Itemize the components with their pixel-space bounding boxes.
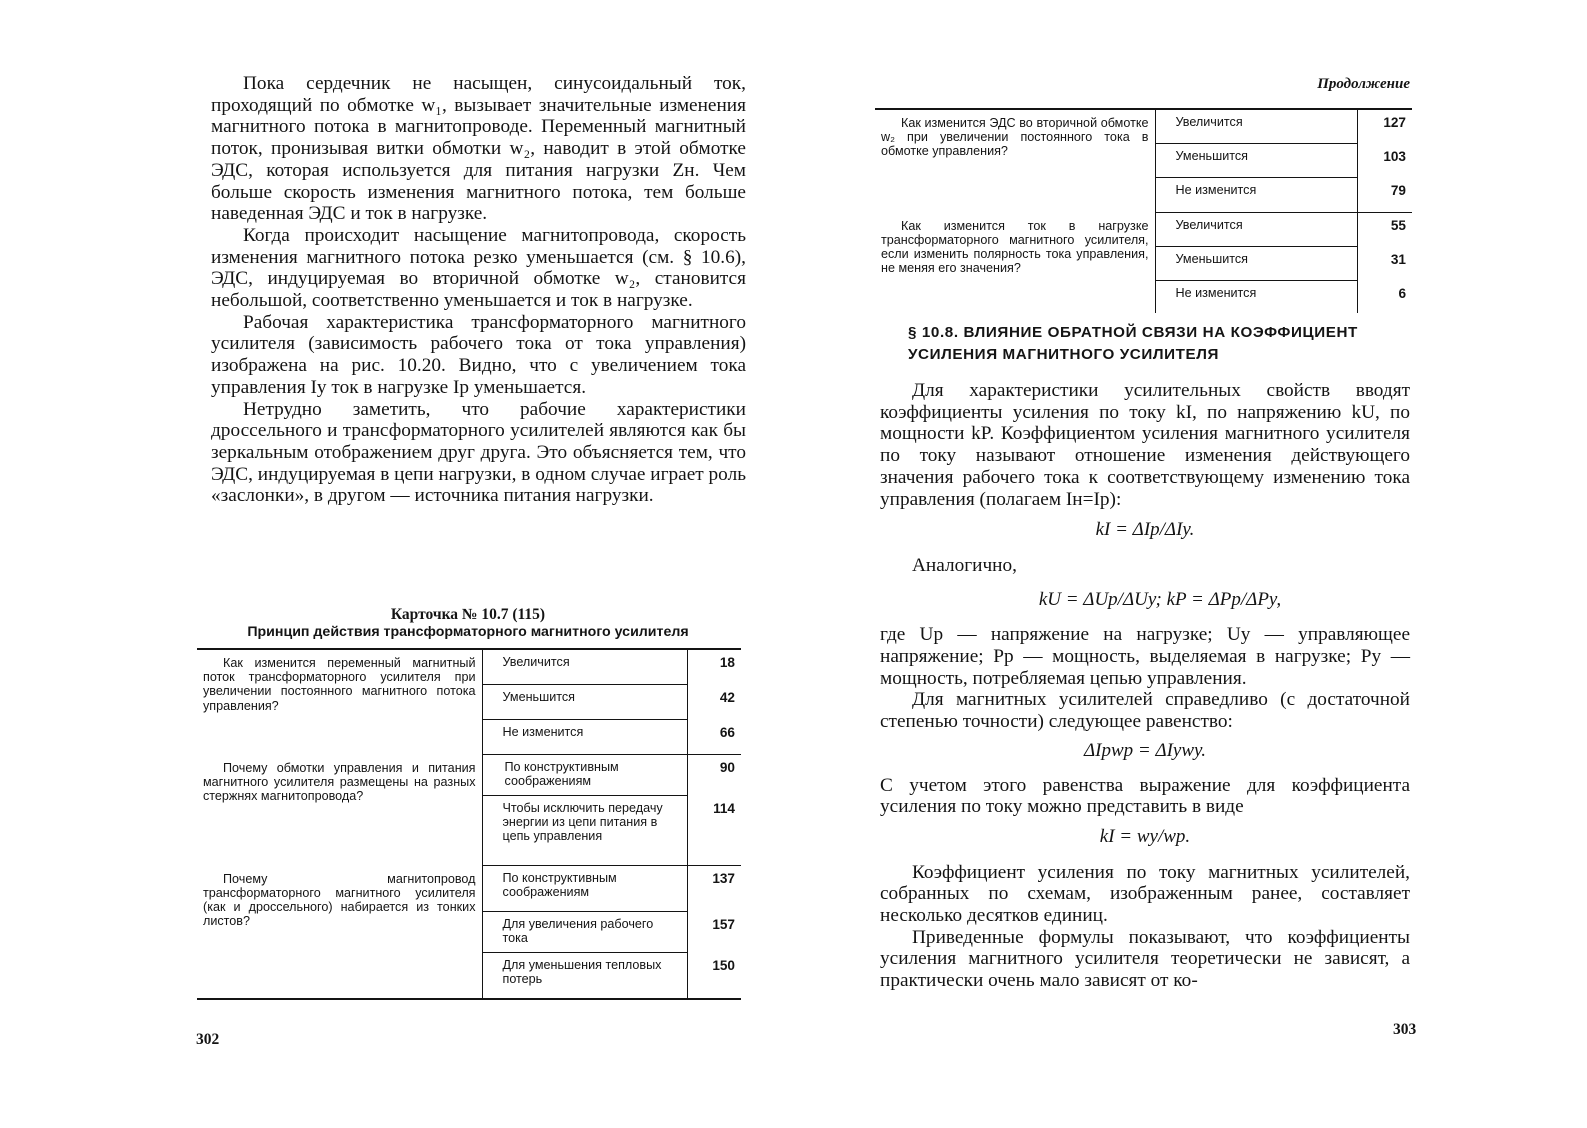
paragraph: Рабочая характеристика трансформаторного магнитного усилителя (зависимость рабочего тока от тока управления) изображена на рис. 10.20. Видно, что с увеличением тока управления Iу ток в нагрузке Iр уменьшается. (211, 311, 746, 398)
step-number: 137 (712, 871, 735, 886)
step-number: 55 (1390, 218, 1406, 233)
paragraph: Коэффициент усиления по току магнитных усилителей, собранных по схемам, изображенным ранее, составляет несколько десятков единиц. (880, 861, 1410, 927)
question-cell: Почему магнитопровод трансформаторного магнитного усилителя (как и дроссельного) набирается из тонких листов? (203, 871, 476, 929)
question-cell: Как изменится переменный магнитный поток трансформаторного усилителя при увеличении постоянного магнитного потока управления? (203, 656, 476, 713)
answer-cell[interactable]: Уменьшится (1155, 144, 1357, 178)
table-row (875, 213, 1412, 247)
table-row (875, 109, 1412, 144)
step-number: 6 (1398, 285, 1406, 301)
answer-cell[interactable]: Для уменьшения тепловых потерь (482, 953, 687, 1000)
step-number: 79 (1357, 178, 1412, 213)
step-number: 90 (719, 760, 735, 775)
answer-cell[interactable]: Уменьшится (482, 685, 687, 720)
paragraph: Пока сердечник не насыщен, синусоидальный ток, проходящий по обмотке w₁, вызывает значительные изменения магнитного потока в магнитопроводе. Переменный магнитный поток, пронизывая витки обмотки w₂, наводит в этой обмотке ЭДС, которая используется для питания нагрузки Zн. Чем больше скорость изменения магнитного потока, тем больше наведенная ЭДС и ток в нагрузке. (211, 73, 746, 225)
section-heading: § 10.8. ВЛИЯНИЕ ОБРАТНОЙ СВЯЗИ НА КОЭФФИЦИЕНТ УСИЛЕНИЯ МАГНИТНОГО УСИЛИТЕЛЯ (908, 324, 1358, 363)
paragraph: Когда происходит насыщение магнитопровода, скорость изменения магнитного потока резко уменьшается (см. § 10.6), ЭДС, индуцируемая во вторичной обмотке w₂, становится небольшой, соответственно уменьшается и ток в нагрузке. (211, 224, 746, 312)
step-number: 66 (687, 720, 741, 755)
page-number: 302 (196, 1031, 220, 1048)
step-number: 103 (1383, 148, 1406, 164)
step-number: 18 (719, 655, 735, 670)
step-number: 114 (687, 796, 741, 866)
step-number: 31 (1390, 251, 1406, 267)
step-number: 127 (1383, 115, 1406, 130)
formula: kI = wу/wр. (1099, 825, 1191, 847)
answer-cell[interactable]: Увеличится (482, 649, 687, 685)
step-number: 150 (712, 957, 735, 973)
answer-cell[interactable]: Увеличится (1155, 213, 1357, 247)
paragraph: Для магнитных усилителей справедливо (с достаточной степенью точности) следующее равенство: (880, 689, 1410, 733)
question-cell: Как изменится ток в нагрузке трансформаторного магнитного усилителя, если изменить полярность тока управления, не меняя его значения? (881, 218, 1149, 276)
answer-cell[interactable]: Не изменится (1155, 281, 1357, 314)
formula: kU = ΔUр/ΔUу; kP = ΔPр/ΔPу, (1038, 588, 1282, 610)
formula: ΔIрwр = ΔIуwу. (1083, 739, 1207, 761)
page-number: 303 (1393, 1021, 1417, 1038)
card-subtitle: Принцип действия трансформаторного магнитного усилителя (247, 624, 689, 640)
table-row (197, 755, 741, 796)
answer-cell[interactable]: Для увеличения рабочего тока (482, 912, 687, 953)
paragraph: Нетрудно заметить, что рабочие характеристики дроссельного и трансформаторного усилителей являются как бы зеркальным отображением друг друга. Это объясняется тем, что ЭДС, индуцируемая в цепи нагрузки, в одном случае играет роль «заслонки», в другом — источника питания нагрузки. (211, 398, 746, 507)
left-page (0, 0, 790, 1128)
continuation-label: Продолжение (1317, 76, 1410, 92)
answer-cell[interactable]: Не изменится (1155, 178, 1357, 213)
table-row (197, 649, 741, 685)
question-cell: Как изменится ЭДС во вторичной обмотке w₂ при увеличении постоянного тока в обмотке управления? (881, 116, 1149, 159)
answer-cell[interactable]: По конструктивным соображениям (482, 755, 687, 796)
paragraph: где Uр — напряжение на нагрузке; Uу — управляющее напряжение; Pр — мощность, выделяемая в нагрузке; Pу — мощность, потребляемая цепью управления. (880, 624, 1410, 689)
continuation-table (875, 108, 1412, 313)
question-cell: Почему обмотки управления и питания магнитного усилителя размещены на разных стержнях магнитопровода? (203, 760, 476, 803)
answer-cell[interactable]: Увеличится (1155, 109, 1357, 144)
answer-cell[interactable]: Уменьшится (1155, 247, 1357, 281)
answer-cell[interactable]: Чтобы исключить передачу энергии из цепи питания в цепь управления (482, 796, 687, 866)
card-title: Карточка № 10.7 (115) (390, 606, 546, 623)
paragraph: Для характеристики усилительных свойств вводят коэффициенты усиления по току kI, по напряжению kU, по мощности kP. Коэффициентом усиления магнитного усилителя по току называют отношение изменения действующего значения рабочего тока к соответствующему изменению тока управления (полагаем Iн=Iр): (880, 380, 1410, 510)
answer-cell[interactable]: Не изменится (482, 720, 687, 755)
left-body-text (211, 73, 746, 507)
table-row (197, 866, 741, 912)
paragraph: Аналогично, (912, 554, 1017, 576)
formula: kI = ΔIр/ΔIу. (1095, 519, 1195, 541)
answer-cell[interactable]: По конструктивным соображениям (482, 866, 687, 912)
paragraph: С учетом этого равенства выражение для коэффициента усиления по току можно представить в виде (880, 774, 1410, 818)
right-body-text (880, 380, 1410, 992)
paragraph: Приведенные формулы показывают, что коэффициенты усиления магнитного усилителя теоретически не зависят, а практически очень мало зависят от ко- (880, 926, 1410, 992)
step-number: 42 (719, 689, 735, 705)
card-question-table (197, 648, 741, 1000)
step-number: 157 (712, 916, 735, 932)
